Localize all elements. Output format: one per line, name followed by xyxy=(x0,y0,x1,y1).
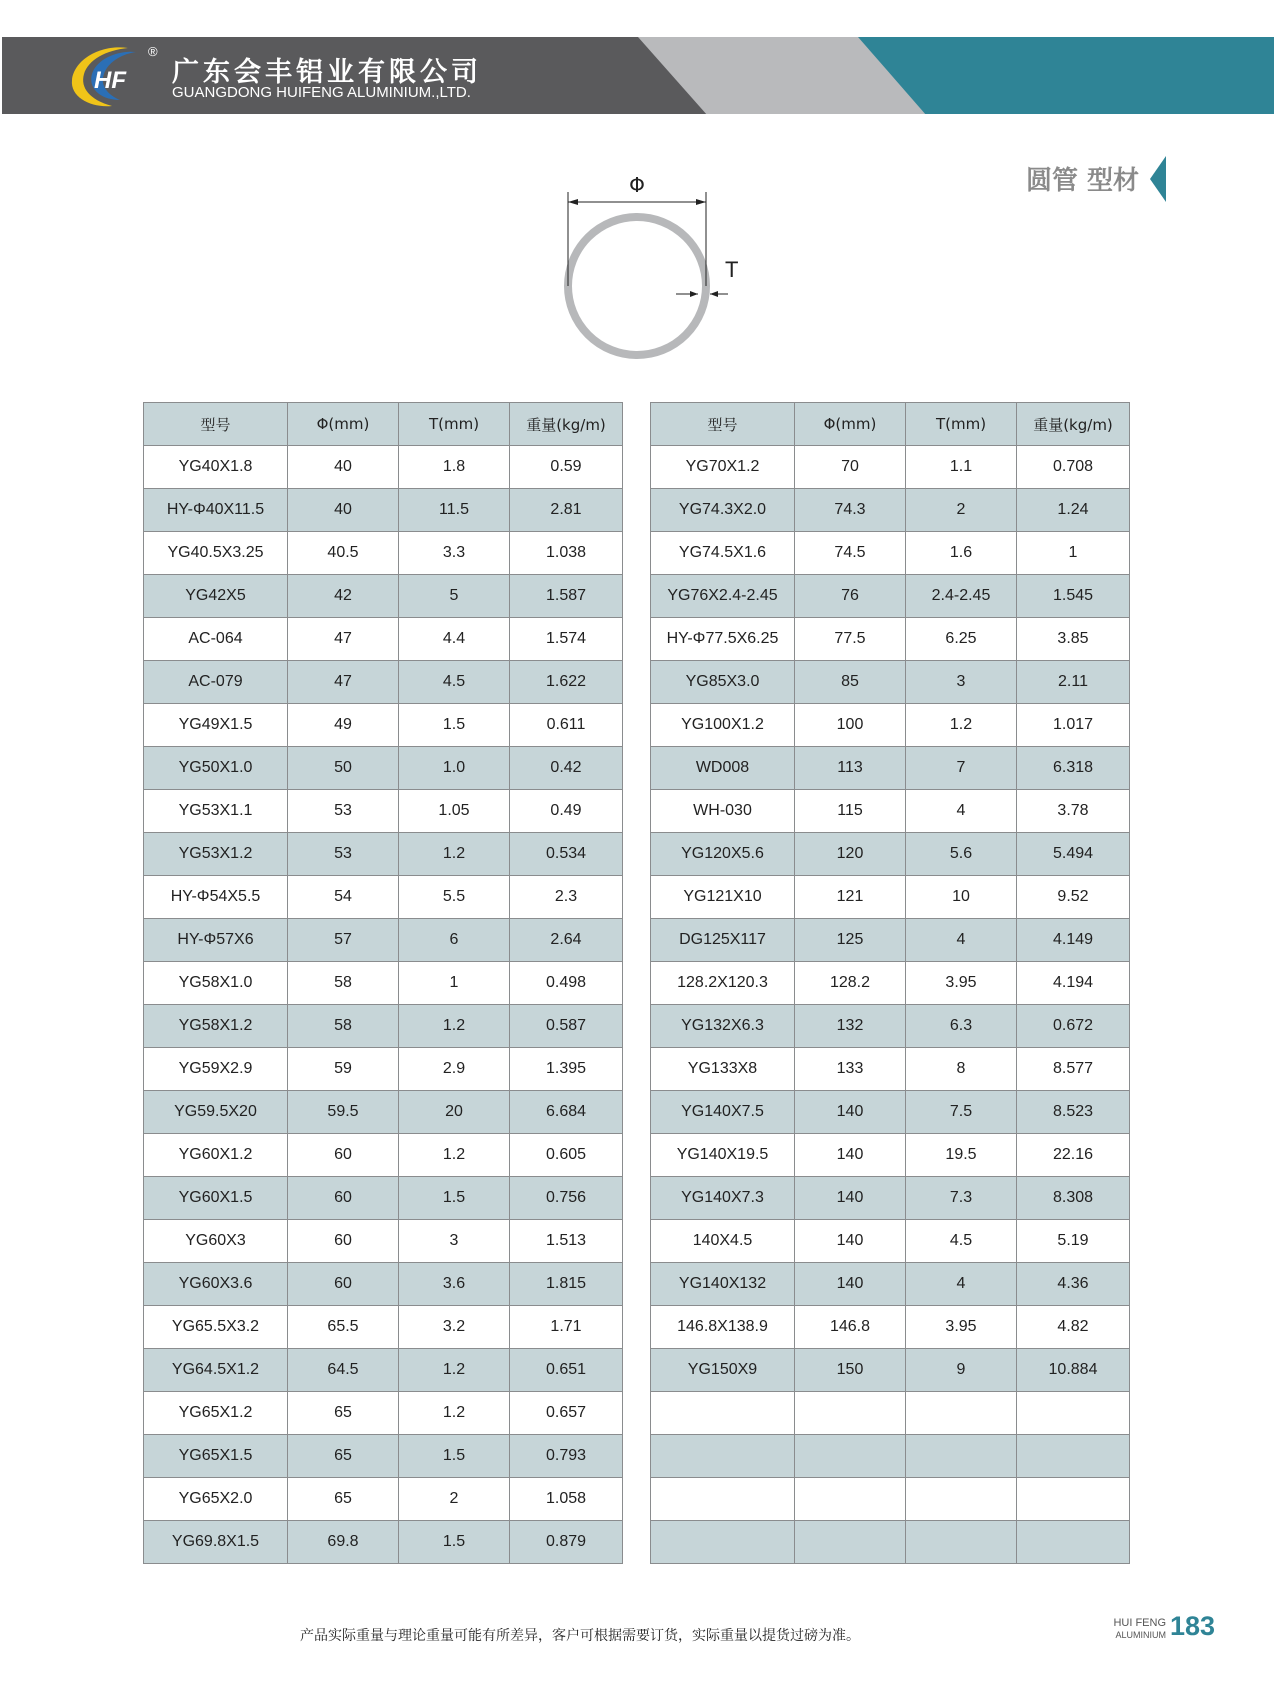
cell-diameter: 115 xyxy=(795,790,906,833)
table-row xyxy=(144,790,623,833)
table-row xyxy=(651,1177,1130,1220)
cell-thickness: 1.2 xyxy=(399,1005,510,1048)
cell-diameter: 40 xyxy=(288,446,399,489)
table-row xyxy=(651,1048,1130,1091)
footer-brand-line1: HUI FENG xyxy=(1113,1617,1166,1629)
cell-model: YG140X19.5 xyxy=(651,1134,795,1177)
cell-model: YG42X5 xyxy=(144,575,288,618)
cell-weight: 1.545 xyxy=(1017,575,1130,618)
table-row xyxy=(651,704,1130,747)
cell-model: YG100X1.2 xyxy=(651,704,795,747)
cell-model: YG74.3X2.0 xyxy=(651,489,795,532)
cell-diameter: 140 xyxy=(795,1091,906,1134)
cell-model: AC-064 xyxy=(144,618,288,661)
cell-thickness: 1.2 xyxy=(399,1392,510,1435)
cell-weight: 8.523 xyxy=(1017,1091,1130,1134)
cell-model: YG58X1.0 xyxy=(144,962,288,1005)
cell-thickness: 1.8 xyxy=(399,446,510,489)
cell-model: YG58X1.2 xyxy=(144,1005,288,1048)
table-row xyxy=(144,1048,623,1091)
cell-model: YG49X1.5 xyxy=(144,704,288,747)
cell-thickness: 1.2 xyxy=(399,1134,510,1177)
table-row xyxy=(651,661,1130,704)
cell-weight: 0.587 xyxy=(510,1005,623,1048)
cell-weight: 0.651 xyxy=(510,1349,623,1392)
cell-model: YG76X2.4-2.45 xyxy=(651,575,795,618)
cell-weight: 4.149 xyxy=(1017,919,1130,962)
cell-thickness xyxy=(906,1478,1017,1521)
table-row xyxy=(144,489,623,532)
cell-diameter: 113 xyxy=(795,747,906,790)
cell-diameter: 140 xyxy=(795,1177,906,1220)
header-weight: 重量(kg/m) xyxy=(510,403,623,446)
table-row xyxy=(144,661,623,704)
cell-weight: 2.64 xyxy=(510,919,623,962)
cell-weight: 1.71 xyxy=(510,1306,623,1349)
header-model: 型号 xyxy=(144,403,288,446)
cell-thickness: 1.5 xyxy=(399,704,510,747)
cell-weight: 1.038 xyxy=(510,532,623,575)
cell-diameter: 58 xyxy=(288,1005,399,1048)
cell-model xyxy=(651,1435,795,1478)
cell-weight: 0.756 xyxy=(510,1177,623,1220)
cell-weight: 2.11 xyxy=(1017,661,1130,704)
cell-model: YG121X10 xyxy=(651,876,795,919)
cell-thickness: 1 xyxy=(399,962,510,1005)
cell-thickness: 1.0 xyxy=(399,747,510,790)
cell-weight: 0.657 xyxy=(510,1392,623,1435)
table-row xyxy=(651,1005,1130,1048)
cell-thickness: 5 xyxy=(399,575,510,618)
cell-weight: 5.19 xyxy=(1017,1220,1130,1263)
cell-weight: 9.52 xyxy=(1017,876,1130,919)
cell-diameter: 50 xyxy=(288,747,399,790)
cell-diameter xyxy=(795,1521,906,1564)
header-thickness: T(mm) xyxy=(906,403,1017,446)
table-row xyxy=(144,1263,623,1306)
cell-model: YG65X1.2 xyxy=(144,1392,288,1435)
cell-diameter: 65 xyxy=(288,1392,399,1435)
cell-thickness: 7 xyxy=(906,747,1017,790)
cell-weight xyxy=(1017,1478,1130,1521)
table-row xyxy=(144,833,623,876)
table-row xyxy=(144,1134,623,1177)
table-row xyxy=(651,446,1130,489)
cell-weight: 0.611 xyxy=(510,704,623,747)
table-row xyxy=(651,1349,1130,1392)
cell-diameter: 47 xyxy=(288,661,399,704)
cell-thickness: 3 xyxy=(399,1220,510,1263)
cell-model: AC-079 xyxy=(144,661,288,704)
cell-thickness: 1.5 xyxy=(399,1521,510,1564)
cell-diameter: 146.8 xyxy=(795,1306,906,1349)
table-row xyxy=(144,1478,623,1521)
cell-thickness: 2 xyxy=(399,1478,510,1521)
cell-diameter xyxy=(795,1392,906,1435)
cell-weight: 1.574 xyxy=(510,618,623,661)
table-row xyxy=(651,1392,1130,1435)
cell-diameter: 140 xyxy=(795,1263,906,1306)
cell-thickness: 8 xyxy=(906,1048,1017,1091)
table-row xyxy=(144,747,623,790)
cell-diameter: 60 xyxy=(288,1177,399,1220)
table-row xyxy=(144,1177,623,1220)
table-row xyxy=(651,1306,1130,1349)
cell-thickness: 4 xyxy=(906,919,1017,962)
company-logo-icon xyxy=(66,42,156,112)
table-row xyxy=(144,919,623,962)
header-thickness: T(mm) xyxy=(399,403,510,446)
cell-thickness: 4.4 xyxy=(399,618,510,661)
cell-thickness xyxy=(906,1521,1017,1564)
cell-model: YG53X1.2 xyxy=(144,833,288,876)
cell-thickness: 9 xyxy=(906,1349,1017,1392)
registered-mark: ® xyxy=(148,44,158,59)
cell-diameter: 59.5 xyxy=(288,1091,399,1134)
cell-weight: 3.85 xyxy=(1017,618,1130,661)
cell-diameter: 132 xyxy=(795,1005,906,1048)
cell-thickness: 11.5 xyxy=(399,489,510,532)
cell-diameter: 140 xyxy=(795,1220,906,1263)
cell-model: YG120X5.6 xyxy=(651,833,795,876)
table-row xyxy=(144,962,623,1005)
cell-diameter: 60 xyxy=(288,1220,399,1263)
cell-diameter: 60 xyxy=(288,1134,399,1177)
footer-note: 产品实际重量与理论重量可能有所差异，客户可根据需要订货，实际重量以提货过磅为准。 xyxy=(300,1628,860,1644)
cell-diameter: 59 xyxy=(288,1048,399,1091)
table-row xyxy=(651,1220,1130,1263)
table-row xyxy=(144,1521,623,1564)
cell-diameter: 74.3 xyxy=(795,489,906,532)
cell-thickness: 4 xyxy=(906,1263,1017,1306)
cell-model: YG64.5X1.2 xyxy=(144,1349,288,1392)
table-row xyxy=(144,575,623,618)
cell-model: YG59X2.9 xyxy=(144,1048,288,1091)
cell-thickness: 5.5 xyxy=(399,876,510,919)
cell-diameter: 140 xyxy=(795,1134,906,1177)
cell-diameter: 74.5 xyxy=(795,532,906,575)
section-marker-icon xyxy=(1148,156,1166,202)
cell-weight: 5.494 xyxy=(1017,833,1130,876)
cell-diameter: 69.8 xyxy=(288,1521,399,1564)
cell-model: YG60X3.6 xyxy=(144,1263,288,1306)
tube-spec-table-right xyxy=(650,402,1130,1564)
cell-diameter: 70 xyxy=(795,446,906,489)
cell-weight xyxy=(1017,1435,1130,1478)
cell-weight: 6.684 xyxy=(510,1091,623,1134)
cell-diameter: 133 xyxy=(795,1048,906,1091)
cell-model xyxy=(651,1478,795,1521)
svg-text:HF: HF xyxy=(94,67,126,94)
header-weight: 重量(kg/m) xyxy=(1017,403,1130,446)
table-row xyxy=(651,919,1130,962)
footer-brand xyxy=(1100,1618,1166,1640)
cell-diameter: 65.5 xyxy=(288,1306,399,1349)
tube-cross-section-diagram xyxy=(548,170,748,370)
table-row xyxy=(144,1091,623,1134)
table-row xyxy=(144,1435,623,1478)
cell-diameter: 65 xyxy=(288,1435,399,1478)
table-row xyxy=(144,1220,623,1263)
cell-weight: 0.708 xyxy=(1017,446,1130,489)
cell-weight: 3.78 xyxy=(1017,790,1130,833)
cell-model: YG59.5X20 xyxy=(144,1091,288,1134)
cell-diameter: 54 xyxy=(288,876,399,919)
cell-diameter: 120 xyxy=(795,833,906,876)
cell-weight: 0.498 xyxy=(510,962,623,1005)
cell-model: WD008 xyxy=(651,747,795,790)
cell-weight: 0.793 xyxy=(510,1435,623,1478)
cell-diameter: 42 xyxy=(288,575,399,618)
cell-thickness: 4.5 xyxy=(906,1220,1017,1263)
cell-weight: 1.513 xyxy=(510,1220,623,1263)
table-row xyxy=(651,1134,1130,1177)
cell-thickness: 1.2 xyxy=(399,1349,510,1392)
cell-model: YG70X1.2 xyxy=(651,446,795,489)
cell-diameter: 128.2 xyxy=(795,962,906,1005)
cell-weight: 4.194 xyxy=(1017,962,1130,1005)
cell-model: YG150X9 xyxy=(651,1349,795,1392)
cell-thickness: 3.95 xyxy=(906,962,1017,1005)
table-row xyxy=(651,1091,1130,1134)
cell-model: YG85X3.0 xyxy=(651,661,795,704)
cell-weight: 1.587 xyxy=(510,575,623,618)
cell-model: 140X4.5 xyxy=(651,1220,795,1263)
cell-diameter: 58 xyxy=(288,962,399,1005)
cell-model: HY-Φ77.5X6.25 xyxy=(651,618,795,661)
cell-thickness: 3.6 xyxy=(399,1263,510,1306)
cell-weight: 0.49 xyxy=(510,790,623,833)
footer-brand-line2: ALUMINIUM xyxy=(1115,1630,1166,1640)
cell-diameter: 57 xyxy=(288,919,399,962)
cell-thickness: 1.05 xyxy=(399,790,510,833)
cell-thickness: 2.4-2.45 xyxy=(906,575,1017,618)
cell-diameter: 77.5 xyxy=(795,618,906,661)
cell-thickness: 2 xyxy=(906,489,1017,532)
table-row xyxy=(144,1392,623,1435)
cell-thickness: 7.3 xyxy=(906,1177,1017,1220)
table-row xyxy=(651,790,1130,833)
table-row xyxy=(144,876,623,919)
table-row xyxy=(144,532,623,575)
cell-thickness xyxy=(906,1435,1017,1478)
table-row xyxy=(651,1521,1130,1564)
cell-weight: 8.308 xyxy=(1017,1177,1130,1220)
cell-model: YG65X1.5 xyxy=(144,1435,288,1478)
cell-weight: 22.16 xyxy=(1017,1134,1130,1177)
cell-thickness: 10 xyxy=(906,876,1017,919)
cell-weight: 1.017 xyxy=(1017,704,1130,747)
cell-model: 146.8X138.9 xyxy=(651,1306,795,1349)
company-name-en: GUANGDONG HUIFENG ALUMINIUM.,LTD. xyxy=(172,84,471,101)
cell-model: YG140X7.3 xyxy=(651,1177,795,1220)
header-model: 型号 xyxy=(651,403,795,446)
cell-weight: 1 xyxy=(1017,532,1130,575)
cell-diameter: 150 xyxy=(795,1349,906,1392)
cell-diameter: 47 xyxy=(288,618,399,661)
cell-model: HY-Φ40X11.5 xyxy=(144,489,288,532)
cell-diameter: 53 xyxy=(288,790,399,833)
cell-model: YG50X1.0 xyxy=(144,747,288,790)
cell-diameter: 40 xyxy=(288,489,399,532)
cell-weight: 0.879 xyxy=(510,1521,623,1564)
cell-diameter: 85 xyxy=(795,661,906,704)
cell-weight: 2.81 xyxy=(510,489,623,532)
cell-model xyxy=(651,1521,795,1564)
cell-model: YG40X1.8 xyxy=(144,446,288,489)
diameter-label: Φ xyxy=(629,173,645,197)
table-row xyxy=(144,618,623,661)
cell-thickness: 6.25 xyxy=(906,618,1017,661)
table-row xyxy=(144,446,623,489)
cell-weight: 2.3 xyxy=(510,876,623,919)
table-row xyxy=(651,489,1130,532)
table-row xyxy=(144,704,623,747)
table-row xyxy=(144,1306,623,1349)
tube-spec-table-left xyxy=(143,402,623,1564)
cell-model: YG69.8X1.5 xyxy=(144,1521,288,1564)
cell-diameter: 53 xyxy=(288,833,399,876)
table-row xyxy=(651,532,1130,575)
cell-model: YG133X8 xyxy=(651,1048,795,1091)
cell-thickness: 3.2 xyxy=(399,1306,510,1349)
cell-model: YG60X1.2 xyxy=(144,1134,288,1177)
table-row xyxy=(144,1005,623,1048)
cell-diameter xyxy=(795,1435,906,1478)
section-title: 圆管 型材 xyxy=(1025,166,1139,196)
table-row xyxy=(144,1349,623,1392)
cell-model: 128.2X120.3 xyxy=(651,962,795,1005)
cell-thickness: 4 xyxy=(906,790,1017,833)
page-number: 183 xyxy=(1170,1611,1216,1641)
cell-model: YG140X132 xyxy=(651,1263,795,1306)
cell-weight: 1.24 xyxy=(1017,489,1130,532)
table-row xyxy=(651,1435,1130,1478)
cell-diameter: 125 xyxy=(795,919,906,962)
cell-thickness: 5.6 xyxy=(906,833,1017,876)
header-diameter: Φ(mm) xyxy=(795,403,906,446)
cell-thickness: 1.5 xyxy=(399,1435,510,1478)
cell-weight: 4.36 xyxy=(1017,1263,1130,1306)
cell-model: YG65X2.0 xyxy=(144,1478,288,1521)
table-header-row xyxy=(651,403,1130,446)
cell-diameter: 64.5 xyxy=(288,1349,399,1392)
cell-weight: 0.59 xyxy=(510,446,623,489)
cell-diameter: 100 xyxy=(795,704,906,747)
cell-model: YG53X1.1 xyxy=(144,790,288,833)
cell-weight: 0.605 xyxy=(510,1134,623,1177)
cell-model: YG132X6.3 xyxy=(651,1005,795,1048)
cell-diameter: 49 xyxy=(288,704,399,747)
cell-thickness: 3.3 xyxy=(399,532,510,575)
cell-diameter: 60 xyxy=(288,1263,399,1306)
table-row xyxy=(651,747,1130,790)
cell-weight: 1.815 xyxy=(510,1263,623,1306)
table-row xyxy=(651,618,1130,661)
cell-thickness: 1.6 xyxy=(906,532,1017,575)
cell-diameter: 40.5 xyxy=(288,532,399,575)
cell-weight xyxy=(1017,1521,1130,1564)
banner-teal-band xyxy=(858,37,1274,114)
header-diameter: Φ(mm) xyxy=(288,403,399,446)
cell-weight: 1.058 xyxy=(510,1478,623,1521)
table-row xyxy=(651,876,1130,919)
table-row xyxy=(651,1263,1130,1306)
table-row xyxy=(651,1478,1130,1521)
cell-diameter: 65 xyxy=(288,1478,399,1521)
cell-thickness xyxy=(906,1392,1017,1435)
table-row xyxy=(651,833,1130,876)
cell-thickness: 7.5 xyxy=(906,1091,1017,1134)
cell-weight: 1.395 xyxy=(510,1048,623,1091)
cell-weight: 6.318 xyxy=(1017,747,1130,790)
cell-thickness: 1.2 xyxy=(906,704,1017,747)
cell-thickness: 1.2 xyxy=(399,833,510,876)
cell-model: YG74.5X1.6 xyxy=(651,532,795,575)
cell-thickness: 19.5 xyxy=(906,1134,1017,1177)
cell-model xyxy=(651,1392,795,1435)
cell-thickness: 3 xyxy=(906,661,1017,704)
cell-model: WH-030 xyxy=(651,790,795,833)
cell-model: YG40.5X3.25 xyxy=(144,532,288,575)
table-row xyxy=(651,962,1130,1005)
cell-thickness: 6.3 xyxy=(906,1005,1017,1048)
cell-diameter: 121 xyxy=(795,876,906,919)
cell-model: YG60X1.5 xyxy=(144,1177,288,1220)
cell-weight: 1.622 xyxy=(510,661,623,704)
table-row xyxy=(651,575,1130,618)
cell-weight: 0.534 xyxy=(510,833,623,876)
cell-thickness: 1.1 xyxy=(906,446,1017,489)
cell-thickness: 6 xyxy=(399,919,510,962)
thickness-label: T xyxy=(725,257,739,282)
cell-model: HY-Φ54X5.5 xyxy=(144,876,288,919)
cell-thickness: 3.95 xyxy=(906,1306,1017,1349)
table-header-row xyxy=(144,403,623,446)
cell-weight: 0.672 xyxy=(1017,1005,1130,1048)
cell-model: YG65.5X3.2 xyxy=(144,1306,288,1349)
cell-thickness: 2.9 xyxy=(399,1048,510,1091)
cell-model: HY-Φ57X6 xyxy=(144,919,288,962)
cell-weight: 8.577 xyxy=(1017,1048,1130,1091)
cell-thickness: 1.5 xyxy=(399,1177,510,1220)
cell-diameter: 76 xyxy=(795,575,906,618)
cell-model: YG60X3 xyxy=(144,1220,288,1263)
company-name-cn: 广东会丰铝业有限公司 xyxy=(172,57,482,88)
cell-model: DG125X117 xyxy=(651,919,795,962)
cell-diameter xyxy=(795,1478,906,1521)
cell-weight: 10.884 xyxy=(1017,1349,1130,1392)
cell-thickness: 20 xyxy=(399,1091,510,1134)
cell-weight: 0.42 xyxy=(510,747,623,790)
tube-ring xyxy=(568,217,706,355)
cell-weight: 4.82 xyxy=(1017,1306,1130,1349)
cell-weight xyxy=(1017,1392,1130,1435)
cell-thickness: 4.5 xyxy=(399,661,510,704)
cell-model: YG140X7.5 xyxy=(651,1091,795,1134)
